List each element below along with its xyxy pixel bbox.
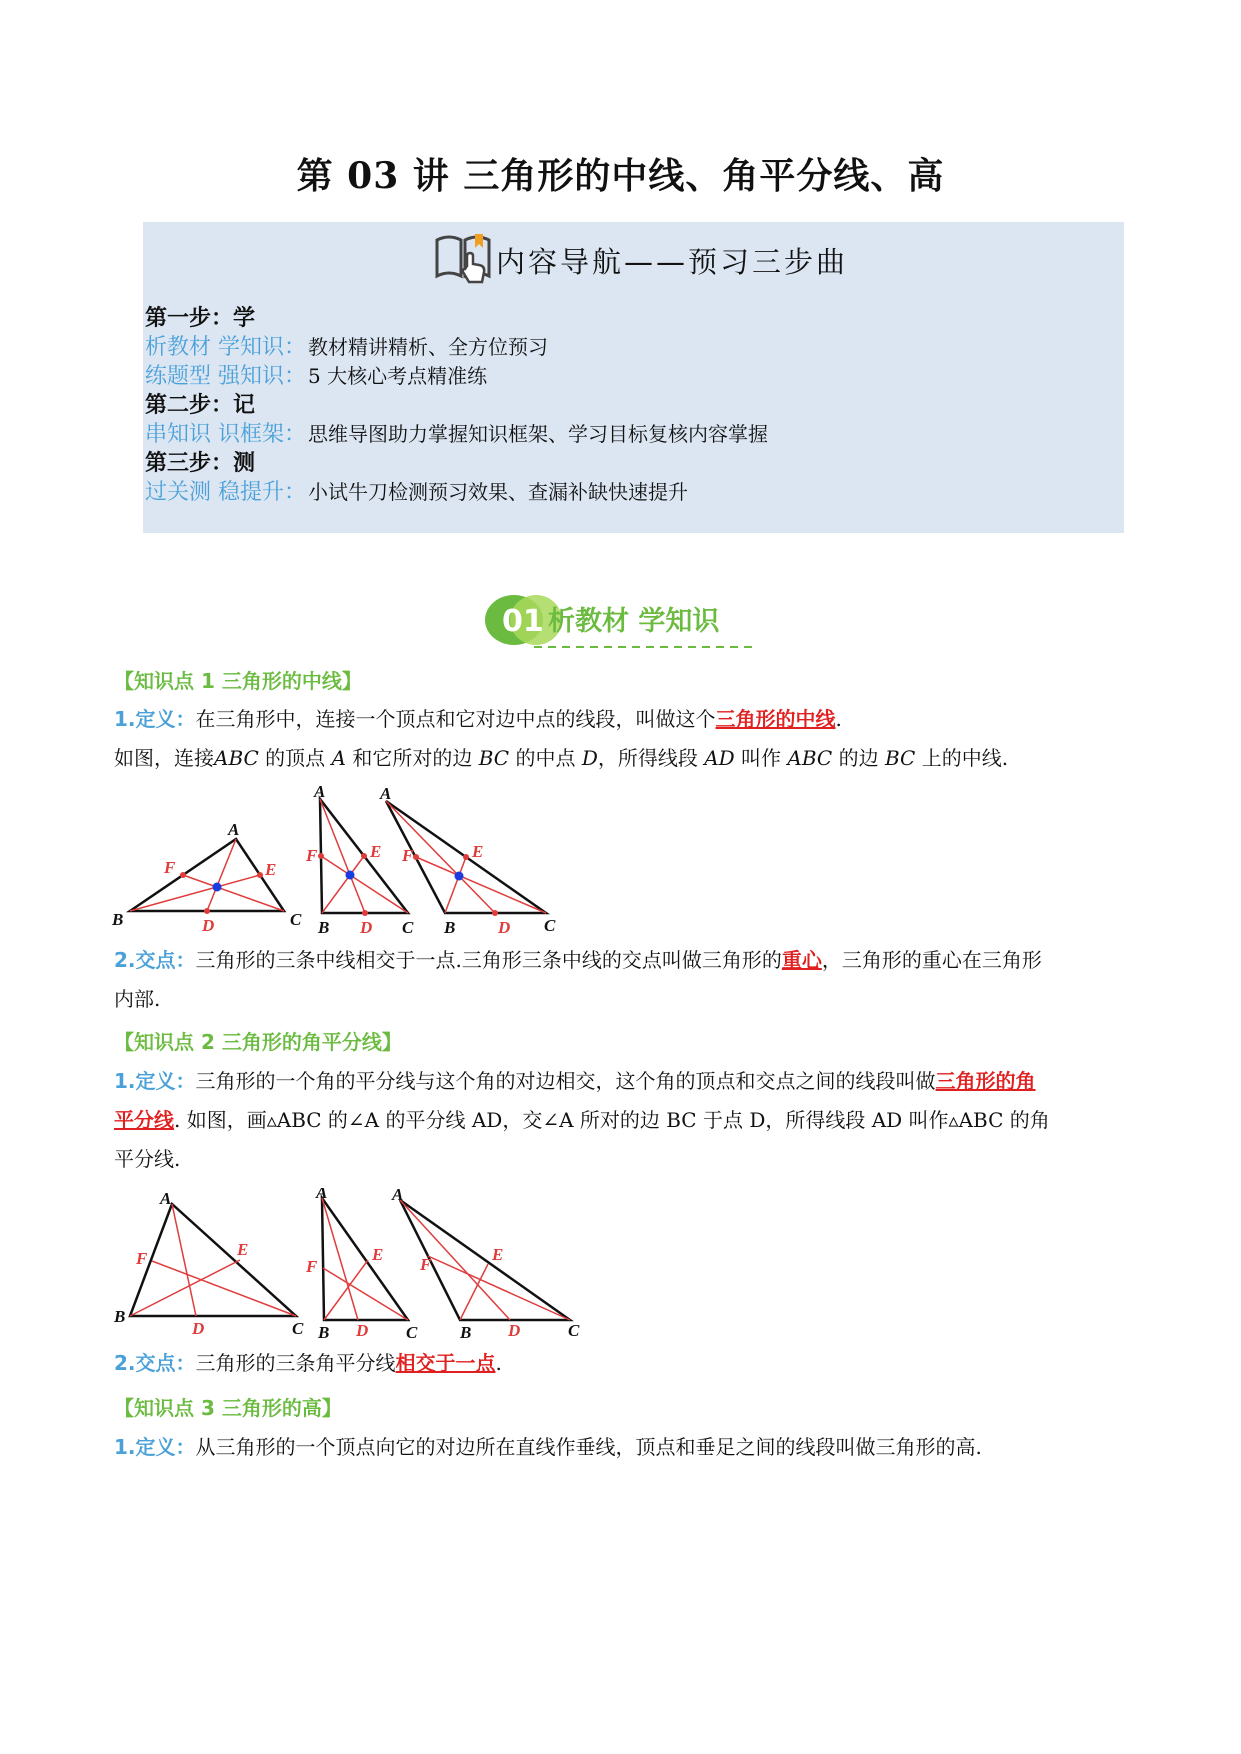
kp1-example	[114, 739, 1124, 778]
kp2-def-line2: . 如图，画▵ABC 的∠A 的平分线 AD，交∠A 所对的边 BC 于点 D，所得线段 AD 叫作▵ABC 的角	[174, 1108, 1050, 1132]
figure-vertex-label: C	[406, 1323, 418, 1338]
text-run: ，所得线段	[597, 746, 705, 770]
figure-vertex-label: F	[306, 846, 318, 865]
nav-steps	[145, 304, 768, 507]
kp2-intersect-text: 三角形的三条角平分线	[195, 1351, 396, 1375]
kp1-intersection-line2: 内部.	[114, 987, 161, 1011]
text-run: 如图，连接	[114, 746, 214, 770]
median-triangle-2	[305, 783, 414, 935]
kp2-def-text: 三角形的一个角的平分线与这个角的对边相交，这个角的顶点和交点之间的线段叫做	[195, 1069, 936, 1093]
kp2-intersect-end: .	[495, 1351, 502, 1375]
nav-item-desc: 思维导图助力掌握知识框架、学习目标复核内容掌握	[308, 422, 768, 446]
median-triangle-1	[111, 820, 302, 935]
text-run: BC	[478, 746, 510, 770]
kp2-intersect-key: 相交于一点	[395, 1351, 496, 1375]
figure-vertex-label: A	[228, 820, 240, 839]
kp2-intersection	[114, 1344, 1124, 1383]
nav-item-desc: 小试牛刀检测预习效果、查漏补缺快速提升	[308, 480, 688, 504]
figure-vertex-label: E	[237, 1240, 249, 1259]
figure-vertex-label: F	[136, 1249, 148, 1268]
nav-item-label: 过关测 稳提升：	[145, 480, 306, 505]
text-run: 的顶点	[258, 746, 332, 770]
kp1-def-end: .	[835, 707, 842, 731]
kp1-def-label: 1.定义：	[114, 707, 196, 731]
kp2-definition	[114, 1062, 1124, 1101]
figure-vertex-label: D	[356, 1321, 369, 1338]
kp3-definition	[114, 1428, 1124, 1467]
text-run: A	[331, 746, 346, 770]
page-title: 第 03 讲 三角形的中线、角平分线、高	[296, 155, 945, 197]
figure-vertex-label: F	[306, 1257, 318, 1276]
figure-vertex-label: D	[192, 1319, 205, 1338]
open-book-hand-icon	[431, 226, 495, 294]
text-run: BC	[884, 746, 916, 770]
median-figures	[110, 783, 570, 935]
kp2-definition-line3: 平分线.	[114, 1147, 181, 1171]
kp1-intersect-label: 2.交点：	[114, 948, 196, 972]
nav-item-label: 析教材 学知识：	[145, 335, 306, 360]
kp1-intersection	[114, 941, 1124, 980]
figure-vertex-label: D	[498, 918, 511, 935]
figure-vertex-label: E	[265, 860, 277, 879]
kp3-heading: 【知识点 3 三角形的高】	[114, 1396, 342, 1420]
nav-heading: 内容导航——预习三步曲	[496, 245, 849, 279]
figure-vertex-label: C	[568, 1321, 580, 1338]
text-run: 和它所对的边	[346, 746, 479, 770]
figure-vertex-label: B	[318, 918, 330, 935]
figure-vertex-label: B	[444, 918, 456, 935]
figure-vertex-label: B	[460, 1323, 472, 1338]
text-run: D	[581, 746, 598, 770]
figure-vertex-label: E	[372, 1245, 384, 1264]
figure-vertex-label: B	[114, 1307, 126, 1326]
step3-title: 第三步：测	[145, 451, 256, 476]
text-run: AD	[704, 746, 735, 770]
nav-item-desc: 教材精讲精析、全方位预习	[308, 335, 548, 359]
figure-vertex-label: E	[370, 842, 382, 861]
kp2-intersect-label: 2.交点：	[114, 1351, 196, 1375]
figure-vertex-label: F	[402, 846, 414, 865]
text-run: 的中点	[509, 746, 582, 770]
kp1-intersect-end: ，三角形的重心在三角形	[821, 948, 1042, 972]
nav-item	[145, 478, 768, 507]
nav-item	[145, 362, 768, 391]
kp1-def-text: 在三角形中，连接一个顶点和它对边中点的线段，叫做这个	[195, 707, 716, 731]
bisector-triangle-1	[113, 1189, 304, 1338]
bisector-triangle-3	[391, 1188, 580, 1338]
figure-vertex-label: F	[164, 858, 176, 877]
figure-vertex-label: B	[112, 910, 124, 929]
figure-vertex-label: A	[314, 783, 326, 801]
figure-vertex-label: A	[316, 1188, 328, 1202]
angle-bisector-figures	[110, 1188, 590, 1338]
nav-item-label: 串知识 识框架：	[145, 422, 306, 447]
text-run: ABC	[787, 746, 833, 770]
kp2-heading: 【知识点 2 三角形的角平分线】	[114, 1030, 402, 1054]
section-title: 析教材 学知识	[548, 606, 720, 637]
kp3-def-label: 1.定义：	[114, 1435, 196, 1459]
text-run: 叫作	[734, 746, 788, 770]
kp1-def-key: 三角形的中线	[715, 707, 836, 731]
figure-vertex-label: E	[492, 1245, 504, 1264]
nav-item-desc: 5 大核心考点精准练	[308, 364, 488, 388]
kp2-definition-line2	[114, 1101, 1124, 1140]
figure-vertex-label: C	[290, 910, 302, 929]
bisector-triangle-2	[305, 1188, 418, 1338]
nav-item	[145, 420, 768, 449]
figure-vertex-label: D	[360, 918, 373, 935]
text-run: 的边	[832, 746, 885, 770]
section-number: 01	[502, 604, 544, 639]
figure-vertex-label: D	[202, 916, 215, 935]
nav-item-label: 练题型 强知识：	[145, 364, 306, 389]
figure-vertex-label: D	[508, 1321, 521, 1338]
text-run: ABC	[214, 746, 259, 770]
figure-vertex-label: A	[380, 784, 392, 803]
figure-vertex-label: E	[472, 842, 484, 861]
kp2-def-key-cont: 平分线	[114, 1108, 174, 1132]
kp2-def-key: 三角形的角	[935, 1069, 1036, 1093]
kp1-definition	[114, 700, 1124, 739]
figure-vertex-label: A	[160, 1189, 172, 1208]
step2-title: 第二步：记	[145, 393, 256, 418]
step1-title: 第一步：学	[145, 306, 256, 331]
figure-vertex-label: B	[318, 1323, 330, 1338]
nav-item	[145, 333, 768, 362]
kp1-heading: 【知识点 1 三角形的中线】	[114, 669, 362, 693]
content-navigation-box	[143, 222, 1124, 533]
figure-vertex-label: C	[292, 1319, 304, 1338]
kp3-def-text: 从三角形的一个顶点向它的对边所在直线作垂线，顶点和垂足之间的线段叫做三角形的高.	[195, 1435, 982, 1459]
text-run: 上的中线.	[915, 746, 1009, 770]
figure-vertex-label: A	[392, 1188, 404, 1204]
nav-header	[143, 222, 1124, 294]
figure-vertex-label: F	[420, 1255, 432, 1274]
figure-vertex-label: C	[402, 918, 414, 935]
figure-vertex-label: C	[544, 916, 556, 935]
kp2-def-label: 1.定义：	[114, 1069, 196, 1093]
section-badge	[484, 590, 764, 654]
kp1-intersect-text: 三角形的三条中线相交于一点.三角形三条中线的交点叫做三角形的	[195, 948, 782, 972]
kp1-intersect-key: 重心	[781, 948, 822, 972]
